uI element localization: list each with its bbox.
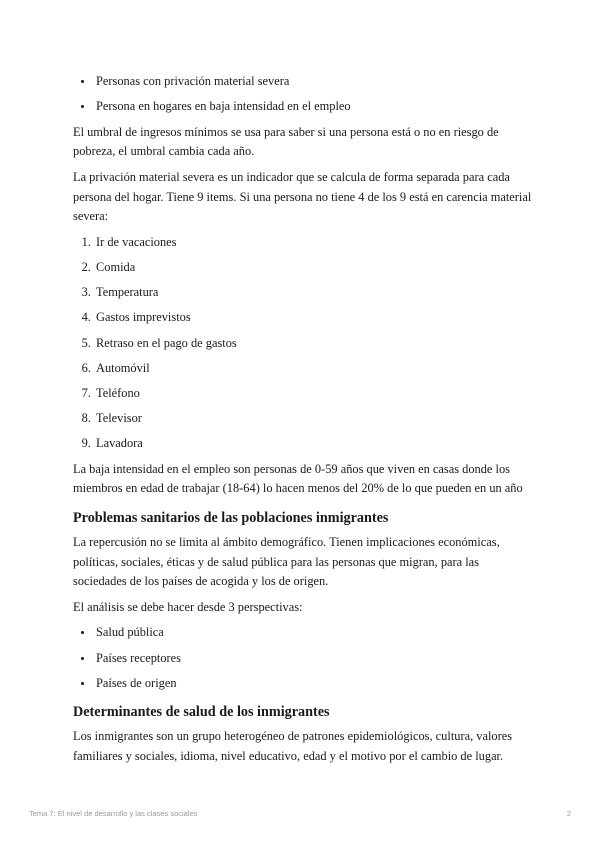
paragraph-intensidad: La baja intensidad en el empleo son personas de 0-59 años que viven en casas donde los miembros en edad de trabajar (18-64) lo hacen menos del 20% de lo que pueden en un año (73, 461, 523, 496)
list-item: 3. Temperatura (94, 283, 533, 303)
paragraph-privacion: La privación material severa es un indicador que se calcula de forma separada para cada persona del hogar. Tiene 9 items. Si una persona no tiene 4 de los 9 está en carencia material severa: (73, 169, 532, 224)
list-item: • Personas con privación material severa (94, 72, 533, 92)
list-item: 7. Teléfono (94, 384, 533, 404)
bullet-list-perspectives (73, 623, 533, 693)
list-item: • Salud pública (94, 623, 533, 643)
footer-title: Tema 7: El nivel de desarrollo y las clases sociales (29, 809, 198, 818)
list-item: 2. Comida (94, 258, 533, 278)
list-item: 6. Automóvil (94, 359, 533, 379)
numbered-list-items (73, 233, 533, 454)
list-item: 4. Gastos imprevistos (94, 308, 533, 328)
list-item: 1. Ir de vacaciones (94, 233, 533, 253)
page-number: 2 (566, 809, 571, 818)
section-heading: Problemas sanitarios de las poblaciones inmigrantes (73, 510, 389, 527)
list-item: 5. Retraso en el pago de gastos (94, 334, 533, 354)
paragraph: Los inmigrantes son un grupo heterogéneo de patrones epidemiológicos, cultura, valores familiares y sociales, idioma, nivel educativo, edad y el motivo por el cambio de lugar. (73, 729, 513, 763)
page-content (73, 72, 533, 773)
paragraph: La repercusión no se limita al ámbito demográfico. Tienen implicaciones económicas, políticas, sociales, éticas y de salud pública para las personas que migran, para las sociedades de los países de acogida y los de origen. (73, 535, 500, 589)
paragraph: El análisis se debe hacer desde 3 perspectivas: (73, 599, 303, 614)
list-item: • Países de origen (94, 674, 533, 694)
list-item: 9. Lavadora (94, 434, 533, 454)
list-item: • Países receptores (94, 649, 533, 669)
section-heading: Determinantes de salud de los inmigrantes (73, 704, 330, 721)
list-item: 8. Televisor (94, 409, 533, 429)
paragraph-umbral: El umbral de ingresos mínimos se usa para saber si una persona está o no en riesgo de pobreza, el umbral cambia cada año. (73, 124, 499, 159)
list-item: • Persona en hogares en baja intensidad en el empleo (94, 97, 533, 117)
bullet-list-poverty (73, 72, 533, 117)
page-footer (29, 809, 571, 818)
